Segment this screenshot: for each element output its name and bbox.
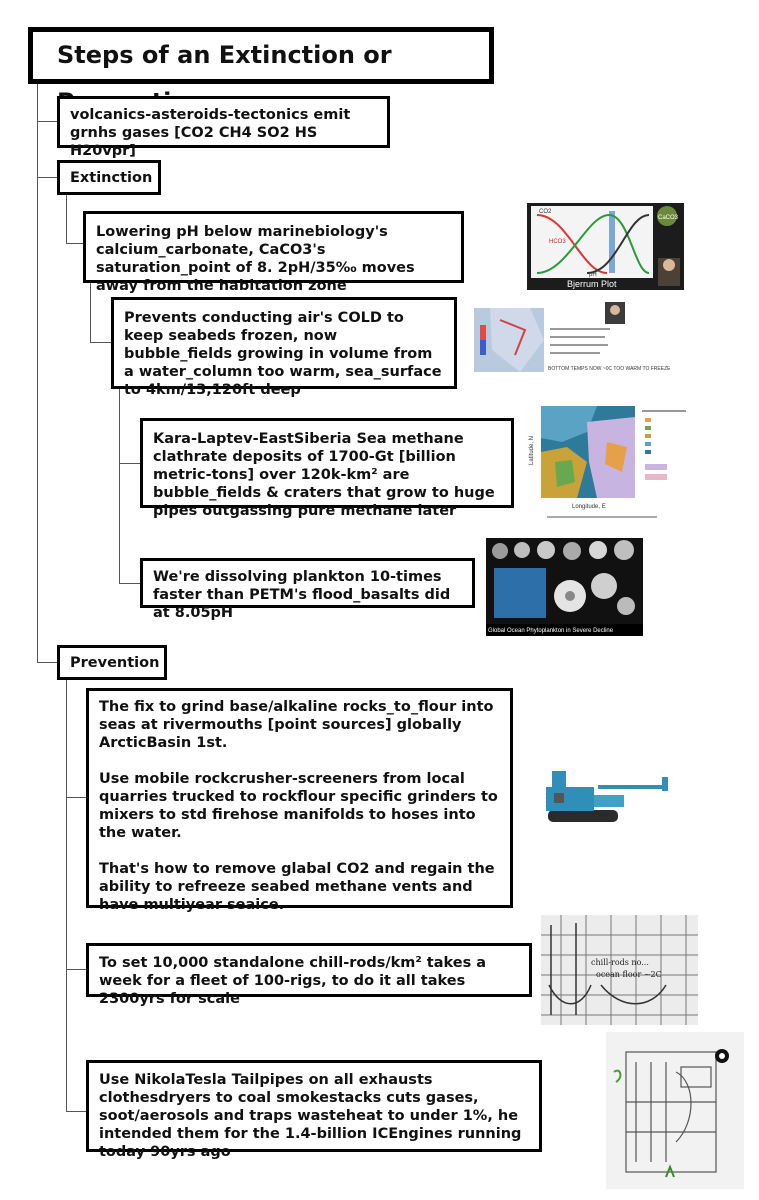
connector-prevention <box>37 662 57 663</box>
cold-node <box>111 297 457 398</box>
tesla-node <box>86 1060 542 1160</box>
kara-sea-map-image <box>527 402 692 527</box>
plankton-text: We're dissolving plankton 10-times faster than PETM's flood_basalts did at 8.05pH <box>153 569 451 621</box>
connector-tesla <box>66 1111 86 1112</box>
fix-paragraph-2: Use mobile rockcrusher-screeners from local quarries trucked to rockflour specific grinders to mixers to std firehose manifolds to hoses into the water. <box>99 771 498 841</box>
chill-rods-sketch-image <box>541 915 698 1025</box>
connector-plankton <box>119 583 140 584</box>
connector-fix <box>66 797 86 798</box>
connector-chill <box>66 969 86 970</box>
fix-paragraph-1: The fix to grind base/alkaline rocks_to_flour into seas at rivermouths [point sources] globally ArcticBasin 1st. <box>99 699 494 751</box>
drill-rig-image <box>538 765 670 827</box>
sketch-caption: chill-rods no... <box>591 958 649 967</box>
emissions-node <box>57 96 390 159</box>
connector-ph-branch <box>90 281 91 343</box>
connector-extinction <box>37 177 57 178</box>
plankton-caption: Global Ocean Phytoplankton in Severe Decline <box>488 628 614 634</box>
plankton-node <box>140 558 475 621</box>
plankton-image <box>486 538 643 636</box>
connector-kara <box>119 463 140 464</box>
tesla-tailpipe-sketch-image <box>606 1032 744 1189</box>
bjerrum-plot-image <box>527 203 684 290</box>
chill-text: To set 10,000 standalone chill-rods/km² takes a week for a fleet of 100-rigs, to do it all takes 2300yrs for scale <box>99 955 487 1007</box>
connector-trunk <box>37 84 38 662</box>
seafloor-temps-image <box>470 300 671 388</box>
bjerrum-co2-label: CO2 <box>539 209 552 215</box>
map-ylabel: Latitude, N <box>529 435 535 465</box>
connector-extinction-branch <box>66 194 67 244</box>
ph-node <box>83 211 464 294</box>
connector-prevention-branch <box>66 679 67 1112</box>
fix-paragraph-3: That's how to remove glabal CO2 and regain the ability to refreeze seabed methane vents and have multiyear seaice. <box>99 861 495 913</box>
prevention-label: Prevention <box>70 655 160 671</box>
map-xlabel: Longitude, E <box>572 504 606 510</box>
connector-emissions <box>37 121 57 122</box>
cold-text: Prevents conducting air's COLD to keep seabeds frozen, now bubble_fields growing in volume from a water_column too warm, sea_surface to 4km/13,120ft deep <box>124 310 442 398</box>
bjerrum-caco3-label: CaCO3 <box>658 215 679 221</box>
page-title: Steps of an Extinction or <box>28 27 494 84</box>
seafloor-caption: BOTTOM TEMPS NOW ~0C TOO WARM TO FREEZE <box>548 366 671 372</box>
chill-node <box>86 943 532 1007</box>
bjerrum-caption: Bjerrum Plot <box>567 279 617 289</box>
bjerrum-axis-label: pH <box>589 272 597 278</box>
emissions-text: volcanics-asteroids-tectonics emit grnhs gases [CO2 CH4 SO2 HS H20vpr] <box>70 107 351 159</box>
prevention-header <box>57 645 167 680</box>
ph-text: Lowering pH below marinebiology's calcium_carbonate, CaCO3's saturation_point of 8. 2pH/35‰ moves away from the habitation zone <box>96 224 415 294</box>
connector-cold <box>90 342 111 343</box>
kara-text: Kara-Laptev-EastSiberia Sea methane clathrate deposits of 1700-Gt [billion metric-tons] over 120k-km² are bubble_fields & craters that grow to huge pipes outgassing pure methane later <box>153 431 495 519</box>
connector-cold-branch <box>119 388 120 583</box>
kara-node <box>140 418 514 519</box>
connector-ph <box>66 243 83 244</box>
tesla-text: Use NikolaTesla Tailpipes on all exhausts clothesdryers to coal smokestacks cuts gases, soot/aerosols and traps wasteheat to under 1%, he intended them for the 1.4-billion ICEngines running today 90yrs ago <box>99 1072 522 1160</box>
sketch-sub: ocean floor ~2C <box>596 970 662 979</box>
extinction-header <box>57 160 161 195</box>
extinction-label: Extinction <box>70 170 153 186</box>
fix-node <box>86 688 513 913</box>
bjerrum-hco3-label: HCO3 <box>549 239 566 245</box>
